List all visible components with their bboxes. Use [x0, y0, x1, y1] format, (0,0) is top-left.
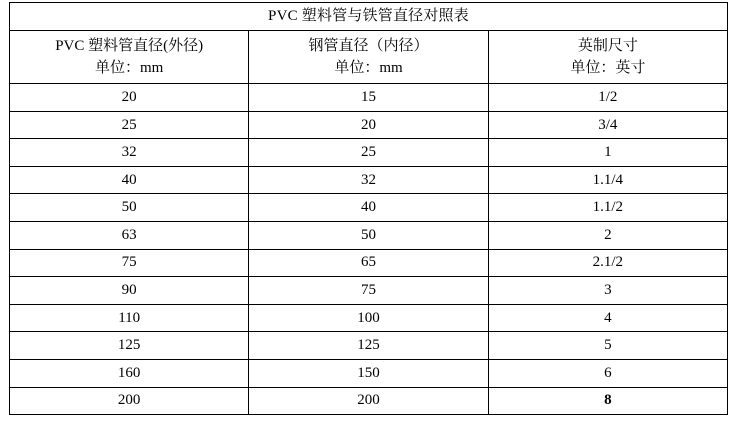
cell-pvc: 20: [10, 84, 249, 112]
column-header-imperial-line1: 英制尺寸: [577, 37, 638, 54]
cell-steel: 32: [249, 166, 488, 194]
cell-steel: 75: [249, 277, 488, 305]
cell-steel: 65: [249, 249, 488, 277]
table-row: [10, 221, 728, 249]
table-row: [10, 277, 728, 305]
column-header-steel-line2: 单位：mm: [334, 59, 403, 76]
cell-pvc: 90: [10, 277, 249, 305]
cell-imperial: 4: [488, 304, 727, 332]
table-row: [10, 249, 728, 277]
cell-steel: 15: [249, 84, 488, 112]
cell-steel: 100: [249, 304, 488, 332]
column-header-steel: [249, 31, 488, 84]
cell-pvc: 32: [10, 139, 249, 167]
cell-imperial: 1/2: [488, 84, 727, 112]
cell-imperial: 5: [488, 332, 727, 360]
table-row: [10, 139, 728, 167]
cell-steel: 125: [249, 332, 488, 360]
cell-pvc: 50: [10, 194, 249, 222]
table-row: [10, 387, 728, 415]
table-title-row: [10, 3, 728, 31]
table-row: [10, 359, 728, 387]
cell-imperial: 2.1/2: [488, 249, 727, 277]
cell-steel: 25: [249, 139, 488, 167]
table-row: [10, 111, 728, 139]
cell-imperial: 2: [488, 221, 727, 249]
table-row: [10, 194, 728, 222]
cell-pvc: 75: [10, 249, 249, 277]
cell-pvc: 200: [10, 387, 249, 415]
cell-imperial: 1.1/4: [488, 166, 727, 194]
cell-pvc: 125: [10, 332, 249, 360]
column-header-imperial: [488, 31, 727, 84]
cell-imperial: 3/4: [488, 111, 727, 139]
pipe-diameter-comparison-table: [9, 2, 728, 415]
table-header-row: [10, 31, 728, 84]
table-row: [10, 166, 728, 194]
cell-imperial: 1.1/2: [488, 194, 727, 222]
cell-pvc: 40: [10, 166, 249, 194]
column-header-imperial-line2: 单位：英寸: [570, 59, 646, 76]
cell-pvc: 160: [10, 359, 249, 387]
cell-imperial: 1: [488, 139, 727, 167]
cell-imperial: 3: [488, 277, 727, 305]
table-row: [10, 84, 728, 112]
cell-steel: 150: [249, 359, 488, 387]
column-header-steel-line1: 钢管直径（内径）: [308, 37, 429, 54]
cell-steel: 200: [249, 387, 488, 415]
cell-steel: 40: [249, 194, 488, 222]
cell-pvc: 63: [10, 221, 249, 249]
cell-steel: 20: [249, 111, 488, 139]
column-header-pvc: [10, 31, 249, 84]
column-header-pvc-line1: PVC 塑料管直径(外径): [55, 37, 204, 54]
page-title: PVC 塑料管与铁管直径对照表: [10, 3, 728, 31]
cell-pvc: 110: [10, 304, 249, 332]
cell-pvc: 25: [10, 111, 249, 139]
table-row: [10, 304, 728, 332]
cell-imperial: 8: [488, 387, 727, 415]
cell-imperial: 6: [488, 359, 727, 387]
column-header-pvc-line2: 单位：mm: [94, 59, 164, 76]
table-row: [10, 332, 728, 360]
cell-steel: 50: [249, 221, 488, 249]
document-sheet: [0, 2, 741, 422]
